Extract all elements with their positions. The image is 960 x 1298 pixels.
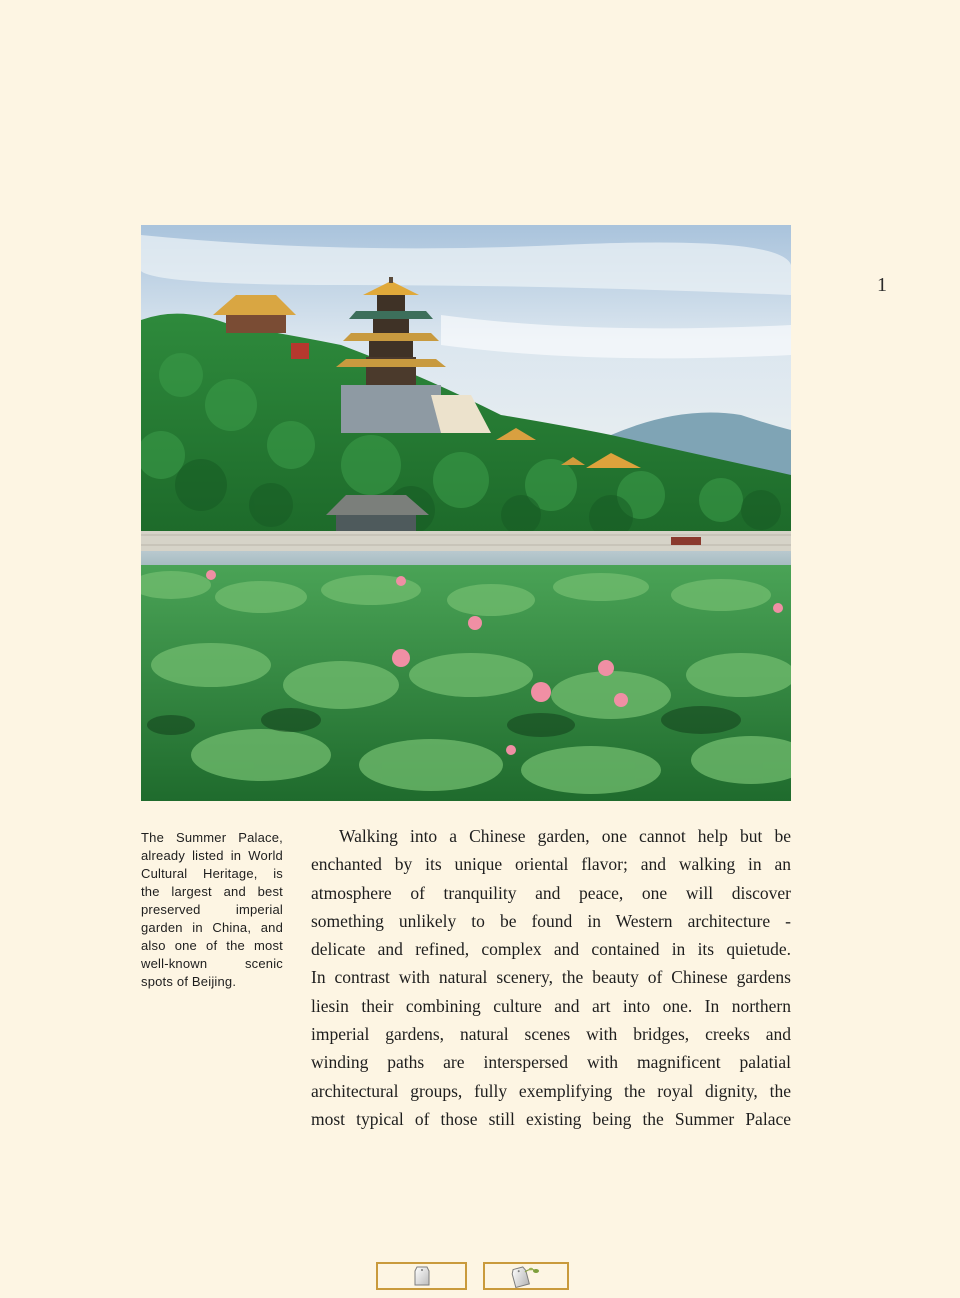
caption-line: spots of Beijing. <box>141 974 237 989</box>
body-line: most typical of those still existing being the Summer Palace <box>311 1108 791 1129</box>
body-line: architectural groups, fully exemplifying the royal dignity, the <box>311 1080 791 1101</box>
tag-leaf-icon <box>510 1264 542 1288</box>
body-line: In contrast with natural scenery, the beauty of Chinese gardens <box>311 967 791 988</box>
body-line: imperial gardens, natural scenes with bridges, creeks and <box>311 1024 791 1045</box>
body-paragraph <box>311 822 791 1133</box>
caption-line: well-known scenic <box>141 956 283 971</box>
body-line: something unlikely to be found in Western architecture - <box>311 910 791 931</box>
page-number: 1 <box>877 274 887 296</box>
summer-palace-photo <box>141 225 791 801</box>
caption-line: preserved imperial <box>141 902 283 917</box>
photo-caption <box>141 829 283 991</box>
caption-line: the largest and best <box>141 884 283 899</box>
body-line: enchanted by its unique oriental flavor; and walking in an <box>311 854 791 875</box>
body-line: Walking into a Chinese garden, one cannot help but be <box>339 826 791 846</box>
body-line: delicate and refined, complex and contained in its quietude. <box>311 939 791 960</box>
photo-illustration <box>141 225 791 801</box>
body-line: atmosphere of tranquility and peace, one will discover <box>311 882 791 903</box>
previous-page-button[interactable] <box>376 1262 467 1290</box>
caption-line: also one of the most <box>141 938 283 953</box>
caption-line: The Summer Palace, <box>141 830 283 845</box>
caption-line: garden in China, and <box>141 920 283 935</box>
next-page-button[interactable] <box>483 1262 569 1290</box>
body-line: liesin their combining culture and art into one. In northern <box>311 995 791 1016</box>
caption-line: Cultural Heritage, is <box>141 866 283 881</box>
body-line: winding paths are interspersed with magnificent palatial <box>311 1052 791 1073</box>
caption-line: already listed in World <box>141 848 283 863</box>
tag-icon <box>413 1265 431 1287</box>
